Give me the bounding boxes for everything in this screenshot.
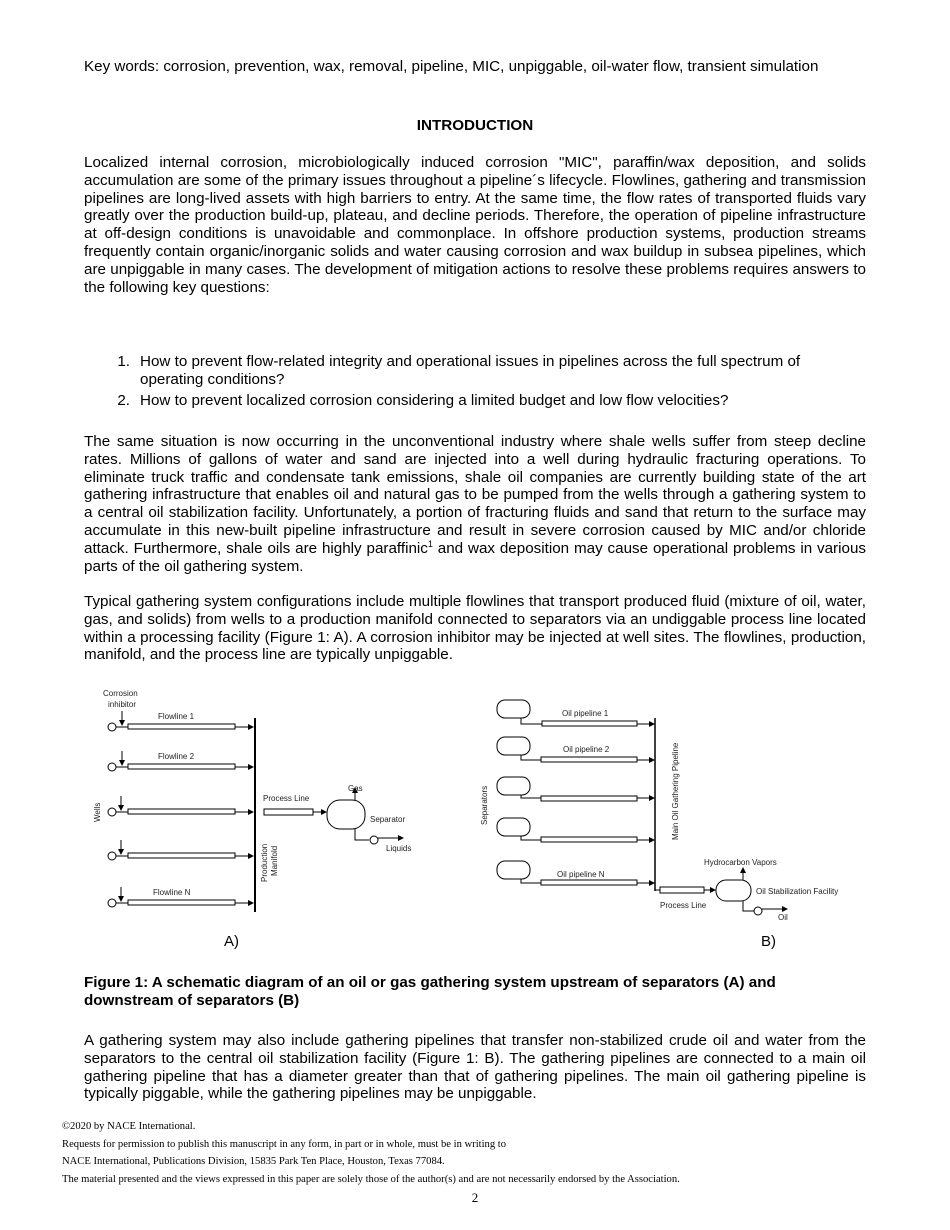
footer-line: The material presented and the views expressed in this paper are solely those of the author(s) and are not necessarily endorsed by the Association. — [62, 1173, 680, 1185]
list-text: How to prevent flow-related integrity and operational issues in pipelines across the full spectrum of operating conditions? — [140, 353, 801, 388]
label-flowline-2: Flowline 2 — [158, 752, 195, 761]
label-production: Production — [260, 843, 269, 882]
label-main-pipeline: Main Oil Gathering Pipeline — [671, 742, 680, 840]
separators-pipelines — [497, 700, 654, 885]
label-flowline-1: Flowline 1 — [158, 712, 195, 721]
panel-label-b: B) — [761, 933, 776, 950]
label-hydrocarbon-vapors: Hydrocarbon Vapors — [704, 858, 777, 867]
footnote-ref: 1 — [427, 538, 433, 549]
pump-icon — [754, 907, 762, 915]
footer — [62, 1118, 680, 1188]
page-number: 2 — [471, 1190, 479, 1205]
text: The same situation is now occurring in the unconventional industry where shale wells suffer from steep decline rates. Millions of gallons of water and sand are injected into a well during hydraulic fracturing operations. To eliminate truck traffic and condensate tank emissions, shale oil companies are currently building state of the art gathering infrastructure that enables oil and natural gas to be pumped from the wells through a gathering system to a central oil stabilization facility. Unfortunately, a portion of fracturing fluids and sand that return to the surface may accumulate in this new-built pipeline infrastructure and result in severe corrosion caused by MIC and/or chloride attack. Furthermore, shale oils are highly paraffinic — [84, 433, 866, 557]
label-oil: Oil — [778, 913, 788, 922]
copyright: ©2020 by NACE International. — [62, 1121, 196, 1132]
label-oil-pipeline-1: Oil pipeline 1 — [562, 709, 609, 718]
process-line-pipe — [660, 887, 704, 893]
section-title: INTRODUCTION — [416, 117, 534, 134]
keywords: Key words: corrosion, prevention, wax, removal, pipeline, MIC, unpiggable, oil-water flow, transient simulation — [84, 58, 819, 75]
label-process-line-b: Process Line — [660, 901, 707, 910]
label-flowline-n: Flowline N — [153, 888, 191, 897]
paragraph-typical-config: Typical gathering system configurations include multiple flowlines that transport produced fluid (mixture of oil, water, gas, and solids) from wells to a production manifold connected to separators via an undiggable process line located within a processing facility (Figure 1: A). A corrosion inhibitor may be injected at well sites. The flowlines, production, manifold, and the process line are typically unpiggable. — [84, 593, 866, 664]
list-text: How to prevent localized corrosion considering a limited budget and low flow velocities? — [140, 391, 729, 409]
list-number: 2. — [117, 391, 130, 409]
list-number: 1. — [117, 353, 130, 370]
wells-flowlines — [108, 711, 253, 907]
stabilization-vessel — [716, 880, 751, 901]
paragraph-gathering: A gathering system may also include gathering pipelines that transfer non-stabilized crude oil and water from the separators to the central oil stabilization facility (Figure 1: B). The gathering pipelines are connected to a main oil gathering pipeline that has a diameter greater than that of gathering pipelines. The main oil gathering pipeline is typically piggable, while the gathering pipelines may be unpiggable. — [84, 1032, 866, 1103]
label-inhibitor: inhibitor — [108, 700, 137, 709]
label-liquids: Liquids — [386, 844, 412, 853]
panel-label-a: A) — [224, 933, 239, 950]
label-gas: Gas — [348, 784, 363, 793]
label-wells: Wells — [93, 802, 102, 822]
pump-icon — [370, 836, 378, 844]
label-process-line: Process Line — [263, 794, 310, 803]
label-separator: Separator — [370, 815, 406, 824]
paragraph-intro: Localized internal corrosion, microbiologically induced corrosion "MIC", paraffin/wax deposition, and solids accumulation are some of the primary issues throughout a pipeline´s lifecycle. Flowlines, gathering and transmission pipelines are long-lived assets with high barriers to entry. At the same time, the flow rates of transported fluids vary greatly over the production build-up, plateau, and decline periods. Therefore, the operation of pipeline infrastructure at off-design conditions is unavoidable and commonplace. In offshore production systems, production streams frequently contain organic/inorganic solids and water causing corrosion and wax buildup in subsea pipelines, which are unpiggable in many cases. The development of mitigation actions to resolve these problems requires answers to the following key questions: — [84, 154, 866, 296]
figure-caption: Figure 1: A schematic diagram of an oil or gas gathering system upstream of separators (A) and downstream of separators (B) — [84, 974, 776, 1009]
separator-vessel — [327, 800, 365, 829]
label-manifold: Manifold — [270, 845, 279, 876]
label-stabilization-facility: Oil Stabilization Facility — [756, 887, 839, 896]
diagram-b — [480, 700, 838, 950]
label-oil-pipeline-2: Oil pipeline 2 — [563, 745, 610, 754]
footer-line: Requests for permission to publish this manuscript in any form, in part or in whole, must be in writing to — [62, 1138, 507, 1150]
label-corrosion: Corrosion — [103, 689, 138, 698]
label-separators: Separators — [480, 785, 489, 825]
text: and wax deposition may cause operational problems in various parts of the oil gathering system. — [84, 539, 866, 575]
process-line-pipe — [264, 809, 313, 815]
footer-line: NACE International, Publications Division, 15835 Park Ten Place, Houston, Texas 77084. — [62, 1156, 445, 1168]
label-oil-pipeline-n: Oil pipeline N — [557, 870, 605, 879]
diagram-a — [93, 689, 411, 950]
